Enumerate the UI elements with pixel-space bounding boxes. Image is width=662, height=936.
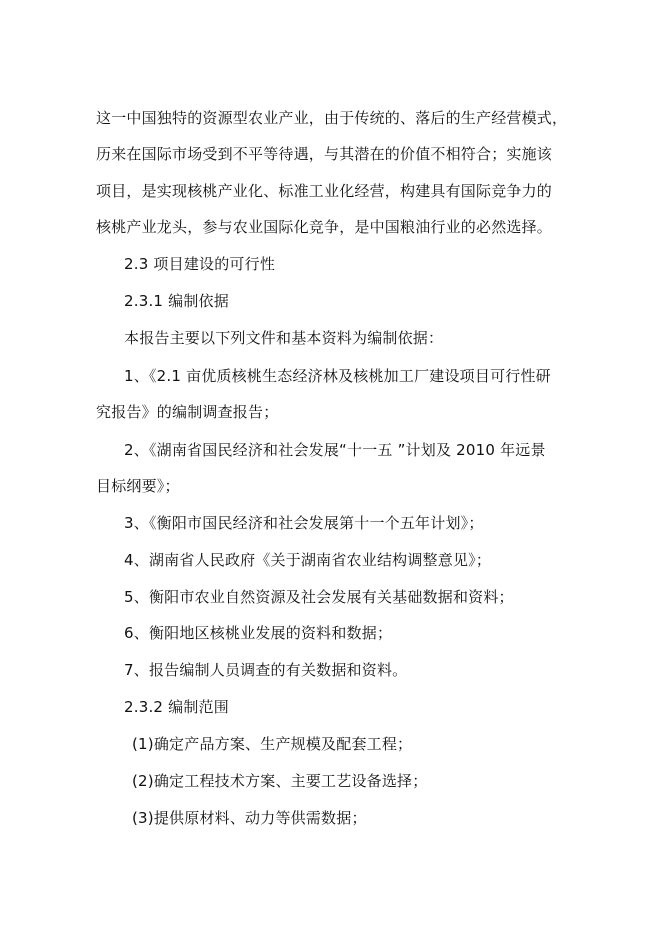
scope-item-1: (1)确定产品方案、生产规模及配套工程； [132,735,413,753]
basis-item-1-line-1: 1、《2.1 亩优质核桃生态经济林及核桃加工厂建设项目可行性研 [124,367,551,385]
intro-line-2: 历来在国际市场受到不平等待遇，与其潜在的价值不相符合；实施该 [96,145,553,163]
scope-item-3: (3)提供原材料、动力等供需数据； [132,809,367,827]
basis-item-1-line-2: 究报告》的编制调查报告； [96,403,279,421]
intro-line-1: 这一中国独特的资源型农业产业，由于传统的、落后的生产经营模式， [96,109,568,127]
basis-item-7: 7、报告编制人员调查的有关数据和资料。 [124,661,408,679]
section-heading-2-3-1: 2.3.1 编制依据 [124,292,229,310]
basis-item-2-line-2: 目标纲要》； [96,477,180,495]
basis-item-4: 4、湖南省人民政府《关于湖南省农业结构调整意见》； [124,551,492,569]
basis-item-2-line-1: 2、《湖南省国民经济和社会发展“十一五 ”计划及 2010 年远景 [124,441,546,459]
intro-line-4: 核桃产业龙头，参与农业国际化竞争，是中国粮油行业的必然选择。 [96,218,553,236]
section-heading-2-3: 2.3 项目建设的可行性 [124,255,276,273]
intro-line-3: 项目，是实现核桃产业化、标准工业化经营，构建具有国际竞争力的 [96,182,553,200]
basis-item-6: 6、衡阳地区核桃业发展的资料和数据； [124,624,393,642]
scope-item-2: (2)确定工程技术方案、主要工艺设备选择； [132,772,428,790]
basis-item-3: 3、《衡阳市国民经济和社会发展第十一个五年计划》； [124,514,484,532]
section-heading-2-3-2: 2.3.2 编制范围 [124,698,229,716]
basis-item-5: 5、衡阳市农业自然资源及社会发展有关基础数据和资料； [124,588,514,606]
basis-intro: 本报告主要以下列文件和基本资料为编制依据： [124,329,444,347]
